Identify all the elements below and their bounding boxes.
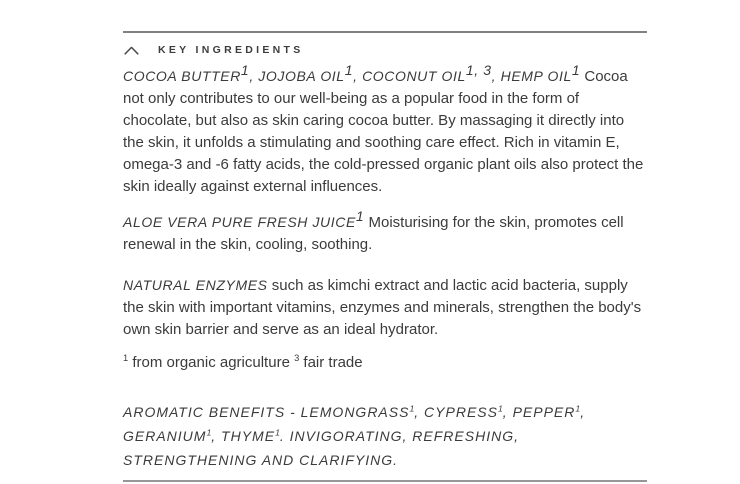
aromatic-text: , PEPPER (502, 404, 576, 420)
paragraph-body: Moisturising for the skin, promotes cell renewal in the skin, cooling, soothing. (123, 214, 624, 253)
footnote-marker: 1 (571, 62, 581, 78)
footnote-marker: 1 (275, 427, 280, 438)
footnote-text: from organic agriculture (128, 354, 295, 371)
key-ingredients-accordion-header[interactable] (124, 44, 647, 56)
ingredient-name: COCOA BUTTER (123, 68, 241, 84)
footnote-marker: 1 (206, 427, 212, 438)
paragraph-body: such as kimchi extract and lactic acid bacteria, supply the skin with important vitamins, enzymes and minerals, strengthen the body's own skin barrier and serve as an ideal hydrator. (123, 277, 642, 338)
footnote-marker: 1 (497, 403, 503, 414)
key-ingredients-section (123, 31, 647, 482)
paragraph-aloe-vera (123, 208, 647, 256)
ingredient-name: COCONUT OIL (362, 68, 466, 84)
aromatic-text: , THYME (211, 428, 276, 444)
ingredient-separator: , (353, 68, 363, 84)
top-divider (123, 31, 647, 33)
aromatic-text: , GERANIUM (123, 404, 586, 444)
footnote-marker: 3 (294, 353, 300, 363)
ingredient-name: HEMP OIL (500, 68, 572, 84)
paragraph-cocoa-oils (123, 62, 647, 198)
paragraph-body: Cocoa not only contributes to our well-being as a popular food in the form of chocolate, but also as skin caring cocoa butter. By massaging it directly into the skin, it unfolds a stimulating and soothing care effect. Rich in vitamin E, omega-3 and -6 fatty acids, the cold-pressed organic plant oils also protect the skin ideally against external influences. (123, 68, 644, 195)
footnote-text: fair trade (299, 354, 363, 371)
bottom-divider (123, 480, 647, 482)
ingredient-name: JOJOBA OIL (258, 68, 345, 84)
chevron-up-icon[interactable] (124, 46, 139, 55)
footnote-legend (123, 352, 647, 374)
footnote-marker: 1 (240, 62, 250, 78)
footnote-marker: 1 (575, 403, 581, 414)
footnote-marker: 1 (123, 353, 129, 363)
aromatic-text: . INVIGORATING, REFRESHING, STRENGTHENING AND CLARIFYING. (123, 428, 519, 468)
footnote-marker: 1, 3 (465, 62, 492, 78)
accordion-title: KEY INGREDIENTS (158, 44, 304, 56)
footnote-marker: 1 (409, 403, 415, 414)
footnote-marker: 1 (355, 208, 365, 224)
ingredient-separator: , (249, 68, 259, 84)
ingredient-name: ALOE VERA PURE FRESH JUICE (123, 214, 356, 230)
aromatic-text: AROMATIC BENEFITS - LEMONGRASS (123, 404, 410, 420)
paragraph-aromatic-benefits (123, 400, 647, 472)
footnote-marker: 1 (344, 62, 354, 78)
paragraph-natural-enzymes (123, 274, 647, 341)
ingredient-separator: , (491, 68, 501, 84)
ingredient-name: NATURAL ENZYMES (123, 277, 268, 293)
aromatic-text: , CYPRESS (414, 404, 498, 420)
